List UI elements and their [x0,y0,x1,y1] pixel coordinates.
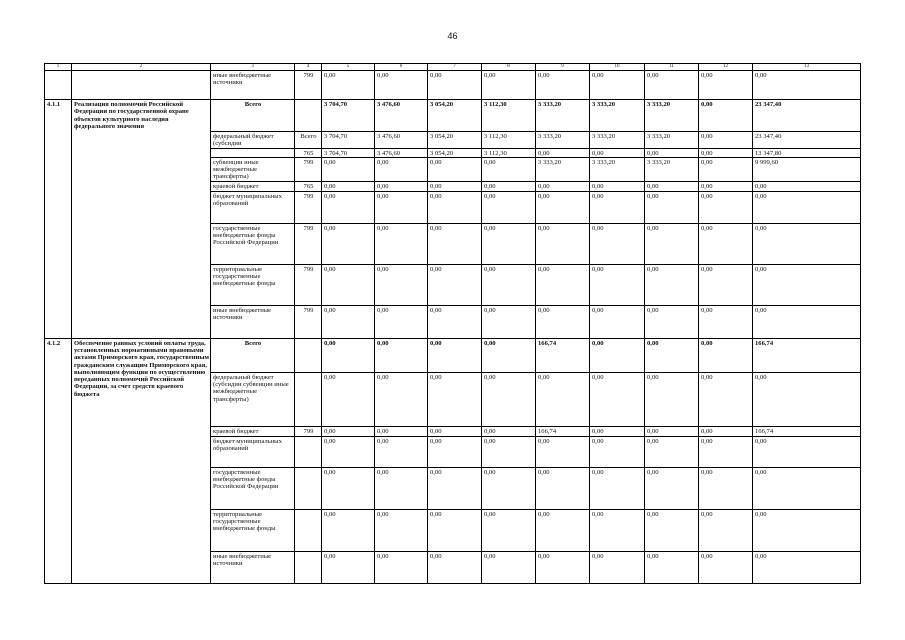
value-cell: 0,00 [428,157,482,181]
funding-source: бюджет муниципальных образований [211,191,295,223]
value-cell: 0,00 [428,436,482,467]
section-number [45,71,72,100]
value-cell: 0,00 [482,467,536,509]
value-cell: 3 112,30 [482,132,536,149]
value-cell: 3 476,60 [375,148,428,157]
funding-source: федеральный бюджет (субсидии [211,132,295,149]
value-cell: 0,00 [428,181,482,191]
value-cell: 0,00 [699,148,753,157]
value-cell: 0,00 [482,372,536,426]
funding-source: иные внебюджетные источники [211,305,295,338]
value-cell: 0,00 [428,426,482,436]
value-cell: 0,00 [645,467,699,509]
column-header: 2 [72,64,211,71]
value-cell: 0,00 [428,191,482,223]
table-row [45,71,861,100]
value-cell: 3 704,70 [322,148,375,157]
value-cell: 0,00 [375,436,428,467]
value-cell: 0,00 [428,551,482,583]
value-cell: 3 333,20 [590,157,645,181]
budget-code: 799 [295,426,322,436]
value-cell: 0,00 [375,551,428,583]
value-cell: 0,00 [645,509,699,551]
value-cell: 0,00 [536,551,590,583]
value-cell: 0,00 [645,338,699,372]
total-value-cell: 166,74 [753,426,861,436]
value-cell: 0,00 [375,181,428,191]
value-cell: 0,00 [375,372,428,426]
budget-code: 765 [295,181,322,191]
funding-source: субвенции иные межбюджетные трансферты) [211,157,295,181]
total-value-cell: 13 347,80 [753,148,861,157]
value-cell: 0,00 [645,305,699,338]
value-cell: 0,00 [536,191,590,223]
section-title: Обеспечение равных условий оплаты труда, установленных нормативными правовыми актами Приморского края, государственным гражданским служащим Приморского края, выполняющим функции по осуществлению переданных полномочий Российской Федерации, за счет средств краевого бюджета [72,338,211,583]
total-value-cell: 0,00 [753,551,861,583]
value-cell: 0,00 [536,436,590,467]
value-cell: 0,00 [322,181,375,191]
value-cell: 0,00 [428,467,482,509]
value-cell: 0,00 [590,338,645,372]
value-cell: 0,00 [322,191,375,223]
total-label: Всего [211,338,295,372]
budget-code: 765 [295,148,322,157]
value-cell: 0,00 [590,181,645,191]
funding-source: бюджет муниципальных образований [211,436,295,467]
value-cell: 0,00 [322,509,375,551]
value-cell: 0,00 [322,467,375,509]
value-cell: 0,00 [699,100,753,132]
total-label: Всего [211,100,295,132]
value-cell: 0,00 [645,181,699,191]
value-cell: 0,00 [699,223,753,264]
value-cell: 0,00 [699,305,753,338]
budget-code: Всего [295,132,322,149]
section-number: 4.1.1 [45,100,72,339]
value-cell: 0,00 [645,191,699,223]
value-cell: 0,00 [375,426,428,436]
value-cell: 3 333,20 [645,100,699,132]
value-cell: 3 333,20 [536,100,590,132]
value-cell: 0,00 [590,305,645,338]
value-cell: 0,00 [482,509,536,551]
budget-code: 799 [295,71,322,100]
value-cell: 0,00 [699,181,753,191]
value-cell: 0,00 [699,426,753,436]
value-cell: 0,00 [699,71,753,100]
value-cell: 0,00 [375,71,428,100]
value-cell: 0,00 [322,372,375,426]
column-header: 4 [295,64,322,71]
column-header: 12 [699,64,753,71]
total-value-cell: 23 347,40 [753,132,861,149]
section-title [72,71,211,100]
section-title: Реализация полномочий Российской Федерации по государственной охране объектов культурного наследия федерального значения [72,100,211,339]
value-cell: 0,00 [699,372,753,426]
value-cell: 0,00 [590,372,645,426]
column-header: 7 [428,64,482,71]
value-cell: 0,00 [482,426,536,436]
budget-code [295,372,322,426]
value-cell: 0,00 [590,467,645,509]
value-cell: 0,00 [590,436,645,467]
value-cell: 0,00 [428,509,482,551]
value-cell: 3 333,20 [590,132,645,149]
value-cell: 0,00 [536,467,590,509]
value-cell: 0,00 [699,467,753,509]
value-cell: 0,00 [375,157,428,181]
value-cell: 0,00 [428,338,482,372]
column-header: 9 [536,64,590,71]
total-value-cell: 23 347,40 [753,100,861,132]
column-header: 6 [375,64,428,71]
funding-source: государственные внебюджетные фонды Российской Федерации [211,467,295,509]
value-cell: 0,00 [590,223,645,264]
value-cell: 0,00 [322,436,375,467]
value-cell: 0,00 [322,426,375,436]
column-header: 1 [45,64,72,71]
value-cell: 0,00 [322,305,375,338]
value-cell: 0,00 [375,223,428,264]
value-cell: 0,00 [428,264,482,305]
value-cell: 0,00 [699,132,753,149]
budget-code: 799 [295,305,322,338]
value-cell: 0,00 [645,264,699,305]
value-cell: 0,00 [375,509,428,551]
value-cell: 0,00 [590,551,645,583]
value-cell: 0,00 [536,305,590,338]
budget-code [295,100,322,132]
value-cell: 0,00 [482,264,536,305]
value-cell: 0,00 [428,372,482,426]
total-value-cell: 0,00 [753,71,861,100]
value-cell: 0,00 [322,223,375,264]
budget-code [295,338,322,372]
value-cell: 0,00 [536,372,590,426]
value-cell: 0,00 [536,509,590,551]
value-cell: 0,00 [375,191,428,223]
table-row [45,100,861,132]
funding-source: территориальные государственные внебюджетные фонды [211,264,295,305]
value-cell: 0,00 [482,191,536,223]
value-cell: 0,00 [375,467,428,509]
budget-code [295,509,322,551]
budget-code: 799 [295,157,322,181]
budget-code [295,436,322,467]
value-cell: 3 112,30 [482,100,536,132]
value-cell: 0,00 [590,264,645,305]
value-cell: 0,00 [482,71,536,100]
value-cell: 0,00 [428,223,482,264]
value-cell: 0,00 [699,436,753,467]
value-cell: 3 476,60 [375,132,428,149]
value-cell: 0,00 [322,71,375,100]
value-cell: 166,74 [536,426,590,436]
total-value-cell: 0,00 [753,372,861,426]
value-cell: 3 054,20 [428,148,482,157]
value-cell: 0,00 [375,264,428,305]
value-cell: 0,00 [536,223,590,264]
total-value-cell: 0,00 [753,436,861,467]
value-cell: 0,00 [645,436,699,467]
column-header: 11 [645,64,699,71]
value-cell: 0,00 [322,264,375,305]
funding-source: иные внебюджетные источники [211,71,295,100]
table-row [45,338,861,372]
funding-source: территориальные государственные внебюджетные фонды [211,509,295,551]
value-cell: 0,00 [482,436,536,467]
value-cell: 0,00 [699,509,753,551]
value-cell: 0,00 [428,305,482,338]
value-cell: 3 333,20 [536,157,590,181]
value-cell: 0,00 [536,181,590,191]
value-cell: 3 054,20 [428,132,482,149]
value-cell: 3 333,20 [536,132,590,149]
total-value-cell: 9 999,60 [753,157,861,181]
value-cell: 0,00 [590,426,645,436]
value-cell: 3 333,20 [590,100,645,132]
value-cell: 3 112,30 [482,148,536,157]
total-value-cell: 0,00 [753,181,861,191]
value-cell: 3 333,20 [645,132,699,149]
value-cell: 0,00 [482,338,536,372]
funding-source: государственные внебюджетные фонды Российской Федерации [211,223,295,264]
total-value-cell: 0,00 [753,223,861,264]
value-cell: 0,00 [482,181,536,191]
value-cell: 0,00 [645,426,699,436]
total-value-cell: 0,00 [753,467,861,509]
funding-source: краевой бюджет [211,181,295,191]
total-value-cell: 166,74 [753,338,861,372]
value-cell: 0,00 [482,157,536,181]
section-number: 4.1.2 [45,338,72,583]
column-number-row [45,64,861,71]
value-cell: 0,00 [428,71,482,100]
column-header: 5 [322,64,375,71]
value-cell: 0,00 [590,509,645,551]
value-cell: 0,00 [536,264,590,305]
total-value-cell: 0,00 [753,509,861,551]
page-number: 46 [447,31,458,41]
value-cell: 0,00 [645,71,699,100]
budget-code: 799 [295,223,322,264]
value-cell: 166,74 [536,338,590,372]
value-cell: 0,00 [699,191,753,223]
total-value-cell: 0,00 [753,191,861,223]
column-header: 10 [590,64,645,71]
value-cell: 0,00 [699,264,753,305]
column-header: 3 [211,64,295,71]
value-cell: 0,00 [322,157,375,181]
funding-source: федеральный бюджет (субсидии субвенции иные межбюджетные трансферты) [211,372,295,426]
column-header: 13 [753,64,861,71]
value-cell: 0,00 [322,338,375,372]
column-header: 8 [482,64,536,71]
funding-source: иные внебюджетные источники [211,551,295,583]
total-value-cell: 0,00 [753,305,861,338]
value-cell: 0,00 [590,191,645,223]
value-cell: 0,00 [699,338,753,372]
value-cell: 0,00 [536,71,590,100]
budget-code [295,467,322,509]
value-cell: 0,00 [645,372,699,426]
value-cell: 0,00 [645,223,699,264]
budget-table [44,63,861,584]
value-cell: 0,00 [482,223,536,264]
value-cell: 0,00 [322,551,375,583]
value-cell: 0,00 [375,338,428,372]
value-cell: 0,00 [699,157,753,181]
value-cell: 0,00 [482,305,536,338]
value-cell: 3 704,70 [322,100,375,132]
funding-source [211,148,295,157]
value-cell: 0,00 [590,148,645,157]
budget-code [295,551,322,583]
value-cell: 3 333,20 [645,157,699,181]
value-cell: 0,00 [375,305,428,338]
value-cell: 0,00 [645,551,699,583]
value-cell: 0,00 [590,71,645,100]
value-cell: 0,00 [482,551,536,583]
funding-source: краевой бюджет [211,426,295,436]
value-cell: 0,00 [699,551,753,583]
value-cell: 3 704,70 [322,132,375,149]
table-body [45,71,861,584]
budget-code: 799 [295,191,322,223]
total-value-cell: 0,00 [753,264,861,305]
value-cell: 3 476,60 [375,100,428,132]
value-cell: 3 054,20 [428,100,482,132]
value-cell: 0,00 [536,148,590,157]
value-cell: 0,00 [645,148,699,157]
budget-code: 799 [295,264,322,305]
